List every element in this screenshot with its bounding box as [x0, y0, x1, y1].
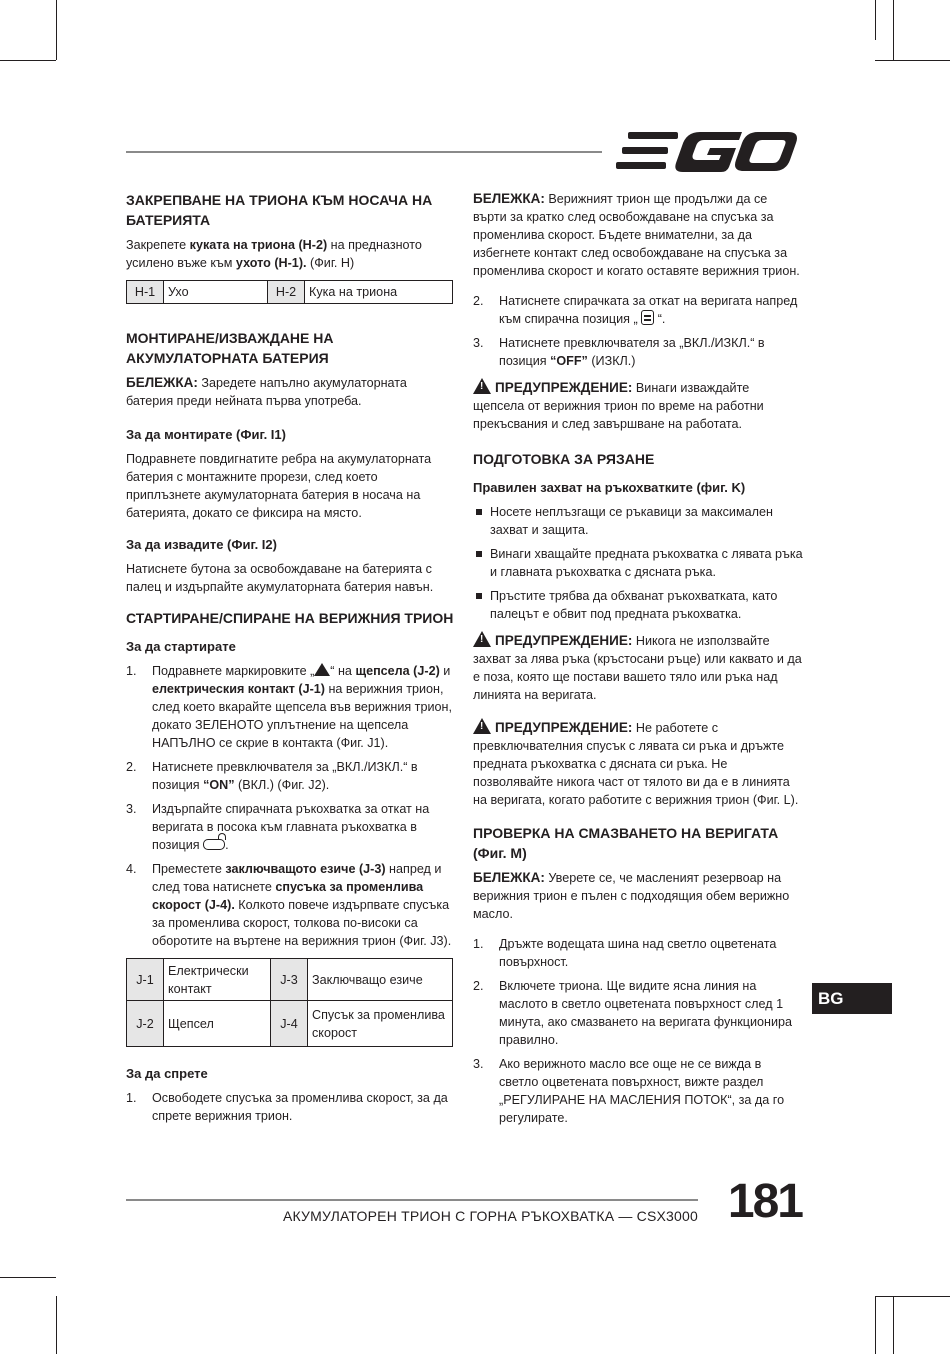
table-j	[126, 958, 453, 1047]
table-key: J-3	[271, 959, 308, 1001]
list-item: 1. Дръжте водещата шина над светло оцветената повърхност.	[473, 937, 777, 969]
note-coast: БЕЛЕЖКА: Верижният трион ще продължи да се върти за кратко след освобождаване на спусъка за променлива скорост. Бъдете внимателни, за да избегнете контакт след освобождаване на спусъка за променлива скорост и когато оставяте верижния трион.	[473, 191, 800, 278]
paragraph-attach: Закрепете куката на триона (H-2) на предназното усилено въже към ухото (H-1). (Фиг. H)	[126, 238, 422, 270]
subtitle-stop: За да спрете	[126, 1066, 208, 1081]
warning-icon	[473, 631, 491, 647]
note-battery: БЕЛЕЖКА: Заредете напълно акумулаторната батерия преди нейната първа употреба.	[126, 375, 407, 408]
crop-mark	[56, 1296, 57, 1354]
subtitle-grip: Правилен захват на ръкохватките (фиг. K)	[473, 480, 746, 495]
list-item: 3. Натиснете превключвателя за „ВКЛ./ИЗКЛ.“ в позиция “OFF” (ИЗКЛ.)	[473, 336, 765, 368]
list-item: 3. Ако верижното масло все още не се вижда в светло оцветената повърхност, вижте раздел „РЕГУЛИРАНЕ НА МАСЛЕНИЯ ПОТОК“, за да го регулирате.	[473, 1057, 785, 1125]
crop-mark	[893, 0, 894, 60]
header-rule	[126, 151, 602, 153]
table-value: Спусък за променлива скорост	[308, 1001, 453, 1047]
paragraph-remove: Натиснете бутона за освобождаване на батерията с палец и издърпайте акумулаторната батерия навън.	[126, 562, 434, 594]
crop-mark	[875, 1296, 876, 1354]
subtitle-remove: За да извадите (Фиг. I2)	[126, 537, 277, 552]
crop-mark	[893, 1296, 894, 1354]
left-column	[126, 190, 456, 1133]
list-item: Носете неплъзгащи се ръкавици за максимален захват и защита.	[473, 503, 803, 539]
table-key: H-2	[268, 281, 305, 304]
crop-mark	[875, 60, 950, 61]
lubrication-steps	[473, 935, 803, 1127]
table-value: Ухо	[164, 281, 268, 304]
table-value: Кука на триона	[305, 281, 453, 304]
footer-title: АКУМУЛАТОРЕН ТРИОН С ГОРНА РЪКОХВАТКА — CSX3000	[282, 1208, 698, 1224]
table-row	[127, 281, 453, 304]
list-item: 2. Включете триона. Ще видите ясна линия на маслото в светло оцветената повърхност след 1 минута, ако смазването на веригата функционира правилно.	[473, 979, 793, 1047]
footer-rule	[126, 1199, 698, 1201]
warning-icon	[473, 718, 491, 734]
list-item: 2. Натиснете превключвателя за „ВКЛ./ИЗКЛ.“ в позиция “ON” (ВКЛ.) (Фиг. J2).	[126, 760, 418, 792]
language-tab: BG	[812, 983, 892, 1014]
warning-unplug: !ПРЕДУПРЕЖДЕНИЕ: Винаги изваждайте щепсела от верижния трион по време на работни прекъсвания и след завършване на работата.	[473, 378, 803, 433]
note-oil: БЕЛЕЖКА: Уверете се, че масленият резервоар на верижния трион е пълен с подходящия обем верижно масло.	[473, 870, 790, 921]
list-item: 4. Преместете заключващото езиче (J-3) напред и след това натиснете спусъка за променлива скорост (J-4). Колкото повече издърпвате спусъка за променлива скорост, толкова по-високи са оборотите на въртене на верижния трион (Фиг. J3).	[126, 862, 452, 948]
section-title-prepare: ПОДГОТОВКА ЗА РЯЗАНЕ	[473, 451, 655, 467]
list-item: 1. Освободете спусъка за променлива скорост, за да спрете верижния трион.	[126, 1091, 448, 1123]
ego-logo	[616, 130, 800, 172]
right-column	[473, 190, 803, 1135]
crop-mark	[0, 1277, 56, 1278]
section-title-lubrication: ПРОВЕРКА НА СМАЗВАНЕТО НА ВЕРИГАТА (Фиг. M)	[473, 825, 779, 861]
start-steps	[126, 662, 456, 950]
table-value: Заключващо езиче	[308, 959, 453, 1001]
crop-mark	[875, 1296, 950, 1297]
subtitle-start: За да стартирате	[126, 639, 236, 654]
table-key: J-1	[127, 959, 164, 1001]
brake-icon	[641, 310, 654, 325]
warning-left-hand: !ПРЕДУПРЕЖДЕНИЕ: Не работете с превключвателния спусък с лявата си ръка и дръжте предната ръкохватка с дясната си ръка. Не позволявайте никога част от тялото ви да е в линията на веригата, когато работите с верижния трион (Фиг. L).	[473, 718, 803, 809]
crop-mark	[56, 0, 57, 60]
table-key: J-2	[127, 1001, 164, 1047]
list-item: 1. Подравнете маркировките „ “ на щепсела (J-2) и електрическия контакт (J-1) на верижния трион, след което вкарайте щепсела във верижния трион, докато ЗЕЛЕНОТО уплътнение на щепсела НАПЪЛНО се скрие в контакта (Фиг. J1).	[126, 664, 452, 750]
crop-mark	[0, 60, 56, 61]
list-item: 2. Натиснете спирачката за откат на веригата напред към спирачна позиция „ “.	[473, 294, 798, 326]
list-item: 3. Издърпайте спирачната ръкохватка за откат на веригата в посока към главната ръкохватка в позиция .	[126, 802, 430, 852]
table-key: H-1	[127, 281, 164, 304]
section-title-battery: МОНТИРАНЕ/ИЗВАЖДАНЕ НА АКУМУЛАТОРНАТА БАТЕРИЯ	[126, 330, 334, 366]
page-number: 181	[727, 1175, 802, 1228]
stop-steps-cont	[473, 292, 803, 370]
warning-cross-hands: !ПРЕДУПРЕЖДЕНИЕ: Никога не използвайте захват за лява ръка (кръстосани ръце) или каквато и да е поза, която ще постави вашето тяло или ръка над линията на веригата.	[473, 631, 803, 704]
table-h	[126, 280, 453, 304]
list-item: Винаги хващайте предната ръкохватка с лявата ръка и главната ръкохватка с дясната ръка.	[473, 545, 803, 581]
crop-mark	[875, 0, 876, 40]
grip-bullets	[473, 503, 803, 623]
warning-icon	[473, 378, 491, 394]
list-item: Пръстите трябва да обхванат ръкохватката, като палецът е обвит под предната ръкохватка.	[473, 587, 803, 623]
section-title-attach: ЗАКРЕПВАНЕ НА ТРИОНА КЪМ НОСАЧА НА БАТЕРИЯТА	[126, 192, 433, 228]
brake-release-icon	[203, 839, 225, 850]
paragraph-install: Подравнете повдигнатите ребра на акумулаторната батерия с монтажните прорези, след което приплъзнете акумулаторната батерия в носача на батерията, докато се фиксира на място.	[126, 452, 432, 520]
warning-triangle-icon	[314, 663, 330, 676]
table-row	[127, 959, 453, 1001]
table-row	[127, 1001, 453, 1047]
table-value: Щепсел	[164, 1001, 271, 1047]
subtitle-install: За да монтирате (Фиг. I1)	[126, 427, 286, 442]
stop-steps	[126, 1089, 456, 1125]
section-title-start-stop: СТАРТИРАНЕ/СПИРАНЕ НА ВЕРИЖНИЯ ТРИОН	[126, 610, 454, 626]
table-value: Електрически контакт	[164, 959, 271, 1001]
table-key: J-4	[271, 1001, 308, 1047]
